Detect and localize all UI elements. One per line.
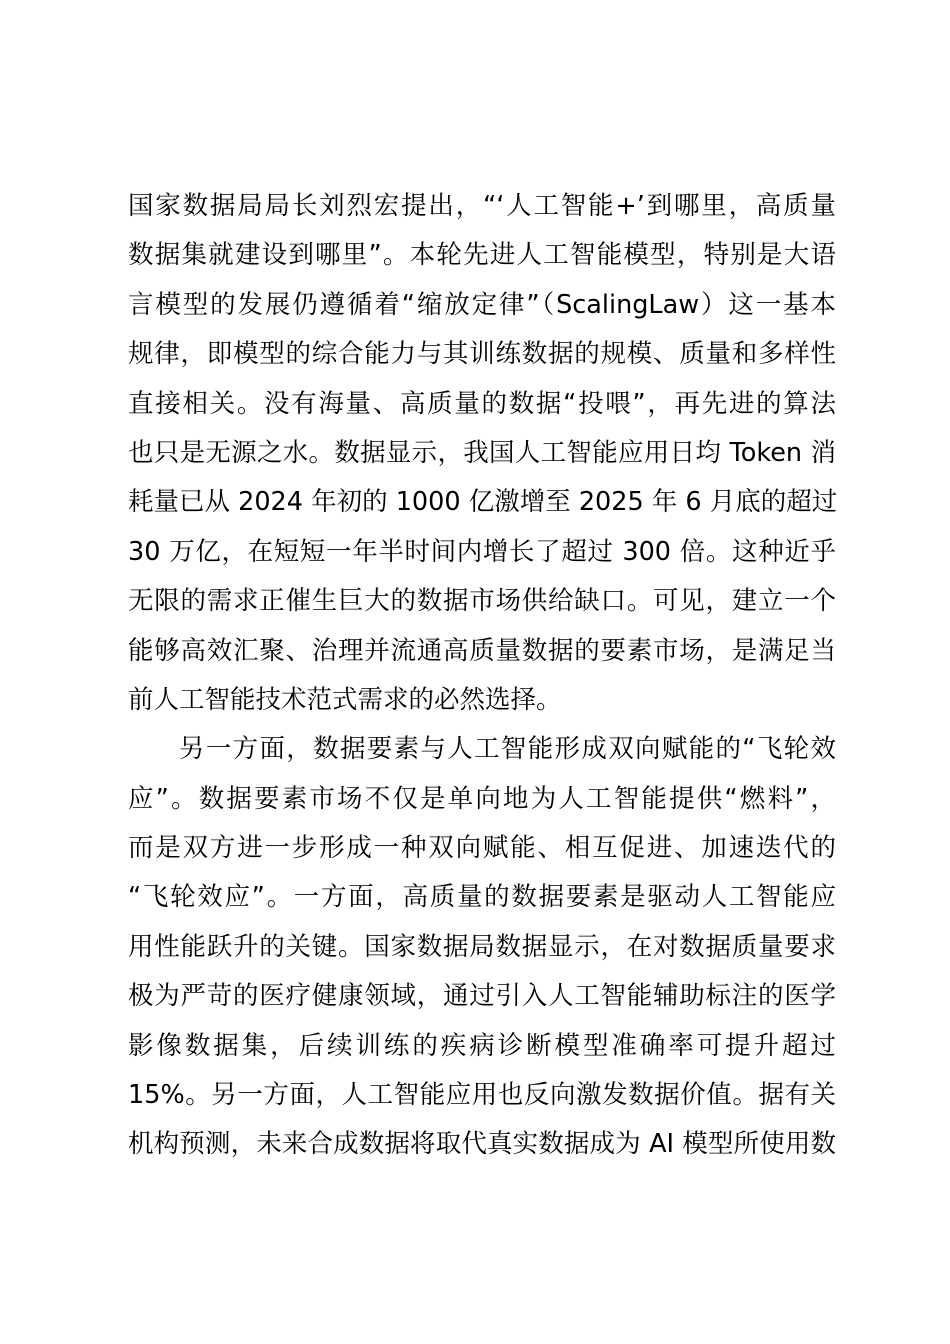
text-line: 影像数据集，后续训练的疾病诊断模型准确率可提升超过 xyxy=(128,1030,836,1061)
body-text xyxy=(128,182,836,1170)
text-line: 言模型的发展仍遵循着“缩放定律”（ScalingLaw）这一基本 xyxy=(128,289,836,320)
text-line: 能够高效汇聚、治理并流通高质量数据的要素市场，是满足当 xyxy=(128,635,836,666)
text-line: 用性能跃升的关键。国家数据局数据显示，在对数据质量要求 xyxy=(128,931,836,962)
text-line: 规律，即模型的综合能力与其训练数据的规模、质量和多样性 xyxy=(128,339,836,370)
paragraph-end-line: 前人工智能技术范式需求的必然选择。 xyxy=(128,684,562,715)
paragraph-start-line: 另一方面，数据要素与人工智能形成双向赋能的“飞轮效 xyxy=(179,734,836,765)
text-line: 而是双方进一步形成一种双向赋能、相互促进、加速迭代的 xyxy=(128,833,836,864)
text-line: 15%。另一方面，人工智能应用也反向激发数据价值。据有关 xyxy=(128,1080,836,1111)
text-line: 直接相关。没有海量、高质量的数据“投喂”，再先进的算法 xyxy=(128,388,836,419)
text-line: 机构预测，未来合成数据将取代真实数据成为 AI 模型所使用数 xyxy=(128,1129,836,1160)
text-line: “飞轮效应”。一方面，高质量的数据要素是驱动人工智能应 xyxy=(128,882,836,913)
text-line: 也只是无源之水。数据显示，我国人工智能应用日均 Token 消 xyxy=(128,437,836,468)
text-line: 极为严苛的医疗健康领域，通过引入人工智能辅助标注的医学 xyxy=(128,981,836,1012)
text-line: 无限的需求正催生巨大的数据市场供给缺口。可见，建立一个 xyxy=(128,586,836,617)
text-line: 30 万亿，在短短一年半时间内增长了超过 300 倍。这种近乎 xyxy=(128,536,836,567)
text-line: 国家数据局局长刘烈宏提出，“‘人工智能+’到哪里，高质量 xyxy=(128,191,836,221)
text-line: 耗量已从 2024 年初的 1000 亿激增至 2025 年 6 月底的超过 xyxy=(128,487,838,518)
text-line: 数据集就建设到哪里”。本轮先进人工智能模型，特别是大语 xyxy=(128,240,836,271)
text-line: 应”。数据要素市场不仅是单向地为人工智能提供“燃料”， xyxy=(128,783,836,814)
